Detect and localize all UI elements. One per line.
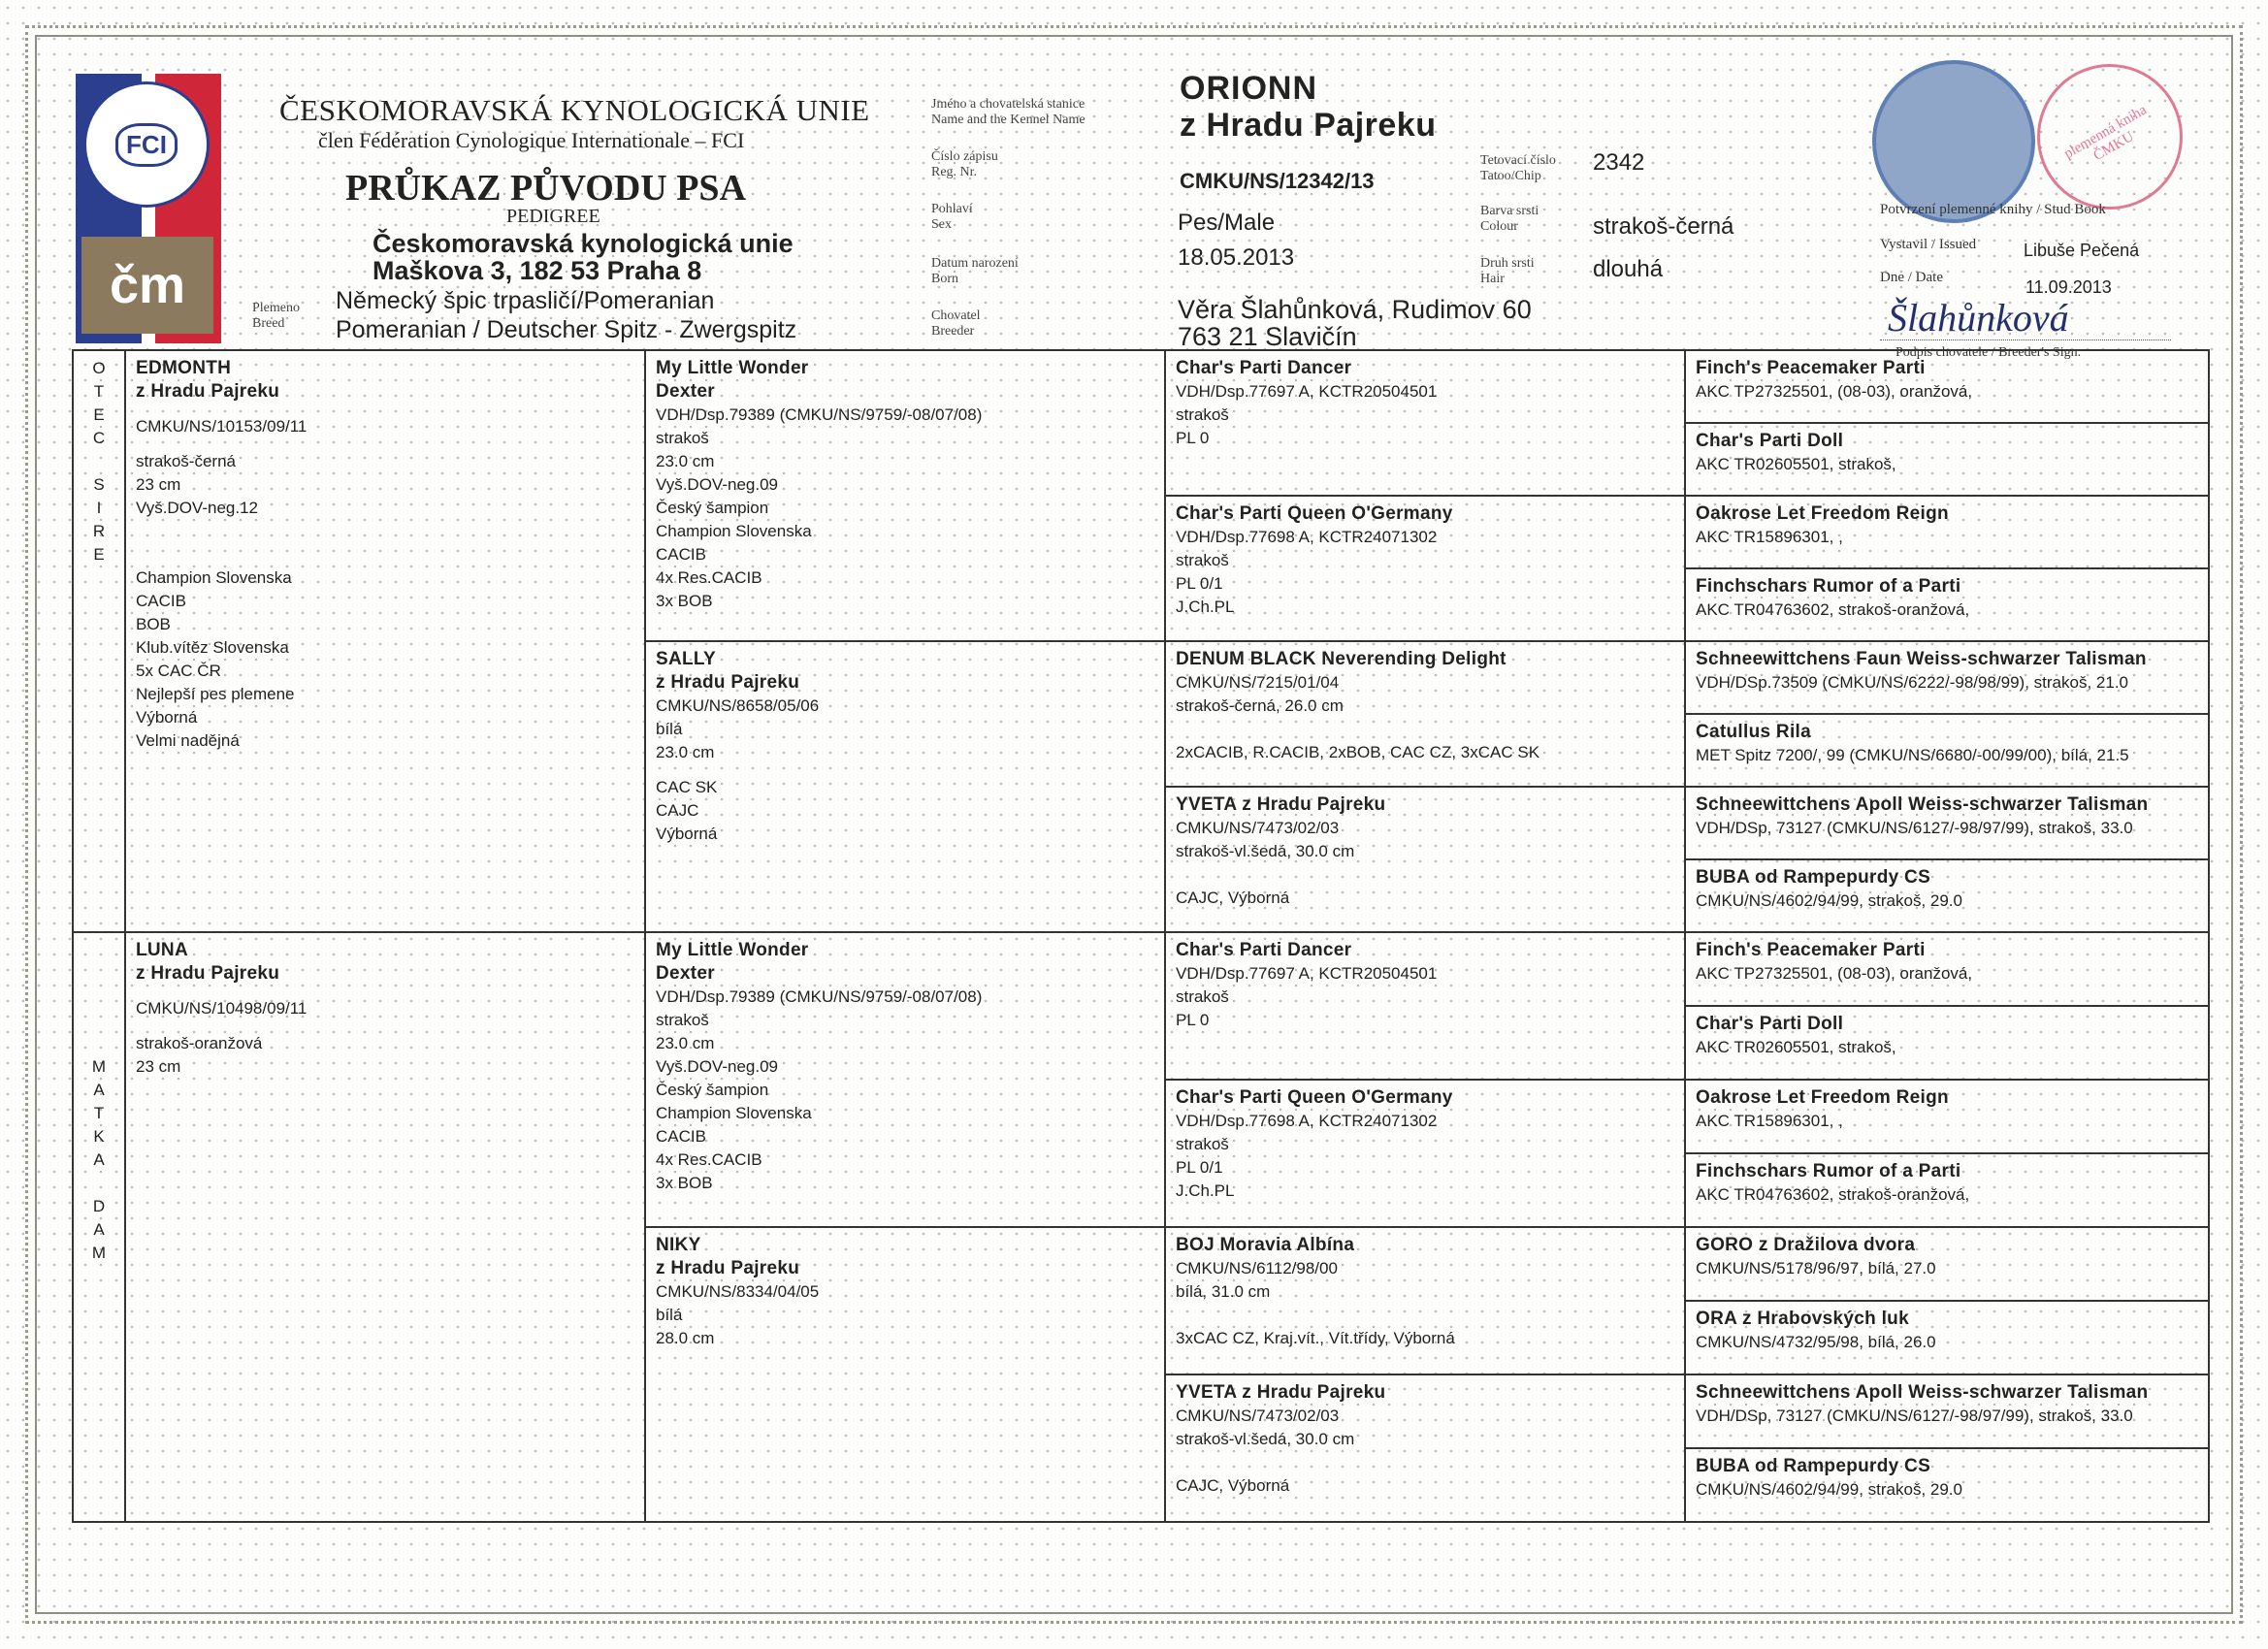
reg-number: CMKU/NS/12342/13 <box>1180 169 1375 193</box>
gen2-sire-dam: SALLY z Hradu Pajreku CMKU/NS/8658/05/06 bílá 23.0 cm CAC SK CAJC Výborná <box>645 641 1165 932</box>
breeder-signature: Šlahůnková <box>1888 296 2069 340</box>
gen4-cell-14: Schneewittchens Apoll Weiss-schwarzer Talisman VDH/DSp, 73127 (CMKU/NS/6127/-98/97/99), strakoš, 33.0 <box>1685 1374 2209 1448</box>
colour-value: strakoš-černá <box>1593 213 1734 240</box>
issuer-name: Českomoravská kynologická unie <box>373 229 794 258</box>
reg-label: Číslo zápisu Reg. Nr. <box>931 149 998 179</box>
breed-label: Plemeno Breed <box>252 301 300 331</box>
gen4-cell-6: Schneewittchens Apoll Weiss-schwarzer Talisman VDH/DSp, 73127 (CMKU/NS/6127/-98/97/99), strakoš, 33.0 <box>1685 787 2209 859</box>
document-title: PRŮKAZ PŮVODU PSA <box>345 168 747 209</box>
breed-line-1: Německý špic trpasličí/Pomeranian <box>336 287 715 314</box>
dam-cell: LUNA z Hradu Pajreku CMKU/NS/10498/09/11 strakoš-oranžová 23 cm <box>125 932 645 1522</box>
gen3-cell-5: Char's Parti Queen O'Germany VDH/Dsp.77698 A, KCTR24071302 strakoš PL 0/1 J.Ch.PL <box>1165 1080 1685 1227</box>
gen4-cell-4: Schneewittchens Faun Weiss-schwarzer Talisman VDH/DSp.73509 (CMKU/NS/6222/-98/98/99), strakoš, 21.0 <box>1685 641 2209 714</box>
breeder-line-1: Věra Šlahůnková, Rudimov 60 <box>1178 295 1532 324</box>
org-member: člen Fédération Cynologique Internationale – FCI <box>318 128 745 152</box>
gen3-cell-7: YVETA z Hradu Pajreku CMKU/NS/7473/02/03 strakoš-vl.šedá, 30.0 cm CAJC, Výborná <box>1165 1374 1685 1522</box>
gen3-cell-1: Char's Parti Queen O'Germany VDH/Dsp.77698 A, KCTR24071302 strakoš PL 0/1 J.Ch.PL <box>1165 496 1685 641</box>
gen3-cell-0: Char's Parti Dancer VDH/Dsp.77697 A, KCTR20504501 strakoš PL 0 <box>1165 350 1685 496</box>
gen4-cell-12: GORO z Dražilova dvora CMKU/NS/5178/96/97, bílá, 27.0 <box>1685 1227 2209 1301</box>
date-label: Dne / Date <box>1880 270 1943 285</box>
sex-label: Pohlaví Sex <box>931 202 973 232</box>
breed-line-2: Pomeranian / Deutscher Spitz - Zwergspitz <box>336 316 797 343</box>
gen3-cell-6: BOJ Moravia Albína CMKU/NS/6112/98/00 bílá, 31.0 cm 3xCAC CZ, Kraj.vít., Vít.třídy, Výborná <box>1165 1227 1685 1374</box>
hair-value: dlouhá <box>1593 256 1664 282</box>
cmku-logo-icon <box>81 237 213 334</box>
breeder-line-2: 763 21 Slavičín <box>1178 322 1357 351</box>
gen4-cell-2: Oakrose Let Freedom Reign AKC TR15896301, , <box>1685 496 2209 568</box>
fci-cmku-logo <box>76 74 221 343</box>
gen2-dam-dam: NIKY z Hradu Pajreku CMKU/NS/8334/04/05 bílá 28.0 cm <box>645 1227 1165 1522</box>
issuer-address: Maškova 3, 182 53 Praha 8 <box>373 256 702 285</box>
gen4-cell-13: ORA z Hrabovských luk CMKU/NS/4732/95/98, bílá, 26.0 <box>1685 1301 2209 1374</box>
gen3-cell-2: DENUM BLACK Neverending Delight CMKU/NS/7215/01/04 strakoš-černá, 26.0 cm 2xCACIB, R.CACIB, 2xBOB, CAC CZ, 3xCAC SK <box>1165 641 1685 787</box>
gen4-cell-3: Finchschars Rumor of a Parti AKC TR04763602, strakoš-oranžová, <box>1685 568 2209 641</box>
issued-by: Libuše Pečená <box>2024 241 2140 260</box>
tattoo-value: 2342 <box>1593 149 1645 176</box>
studbook-stamp-text: plemenná kniha ČMKU <box>2061 102 2150 165</box>
sire-cell: EDMONTH z Hradu Pajreku CMKU/NS/10153/09/11 strakoš-černá 23 cm Vyš.DOV-neg.12 Champion Slovenska CACIB BOB Klub.vítěz Slovenska 5x CAC ČR Nejlepší pes plemene Výborná Velmi nadějná <box>125 350 645 932</box>
gen4-cell-1: Char's Parti Doll AKC TR02605501, strakoš, <box>1685 423 2209 496</box>
dog-name: ORIONN <box>1180 70 1317 107</box>
colour-label: Barva srsti Colour <box>1480 204 1539 234</box>
gen2-sire-sire: My Little Wonder Dexter VDH/Dsp.79389 (CMKU/NS/9759/-08/07/08) strakoš 23.0 cm Vyš.DOV-neg.09 Český šampion Champion Slovenska CACIB 4x Res.CACIB 3x BOB <box>645 350 1165 641</box>
issued-label: Vystavil / Issued <box>1880 237 1977 252</box>
cmku-logo-text: čm <box>109 256 186 314</box>
gen4-cell-7: BUBA od Rampepurdy CS CMKU/NS/4602/94/99, strakoš, 29.0 <box>1685 859 2209 932</box>
gen4-cell-8: Finch's Peacemaker Parti AKC TP27325501, (08-03), oranžová, <box>1685 932 2209 1006</box>
gen4-cell-0: Finch's Peacemaker Parti AKC TP27325501, (08-03), oranžová, <box>1685 350 2209 423</box>
fci-emblem-icon <box>83 81 210 208</box>
studbook-confirm-label: Potvrzení plemenné knihy / Stud Book <box>1880 202 2106 217</box>
breeder-label: Chovatel Breeder <box>931 308 981 339</box>
sire-side-label: O T E C S I R E <box>73 350 125 932</box>
gen3-cell-3: YVETA z Hradu Pajreku CMKU/NS/7473/02/03 strakoš-vl.šedá, 30.0 cm CAJC, Výborná <box>1165 787 1685 932</box>
dam-side-label: M A T K A D A M <box>73 932 125 1522</box>
studbook-stamp-icon <box>2037 64 2183 210</box>
dog-kennel: z Hradu Pajreku <box>1180 107 1437 144</box>
pedigree-table <box>72 349 2210 1523</box>
born-label: Datum narození Born <box>931 256 1019 286</box>
hologram-seal-icon <box>1872 60 2035 223</box>
issue-date: 11.09.2013 <box>2025 277 2112 297</box>
signature-label: Podpis chovatele / Breeder's Sign. <box>1895 345 2082 360</box>
fci-emblem-text: FCI <box>115 123 178 167</box>
born-value: 18.05.2013 <box>1178 244 1295 271</box>
org-name: ČESKOMORAVSKÁ KYNOLOGICKÁ UNIE <box>279 93 870 127</box>
gen4-cell-11: Finchschars Rumor of a Parti AKC TR04763602, strakoš-oranžová, <box>1685 1153 2209 1227</box>
gen4-cell-10: Oakrose Let Freedom Reign AKC TR15896301, , <box>1685 1080 2209 1153</box>
gen4-cell-9: Char's Parti Doll AKC TR02605501, strakoš, <box>1685 1006 2209 1080</box>
hair-label: Druh srsti Hair <box>1480 256 1535 286</box>
tattoo-label: Tetovací číslo Tatoo/Chip <box>1480 153 1556 183</box>
sex-value: Pes/Male <box>1178 210 1276 236</box>
name-label: Jméno a chovatelská stanice Name and the Kennel Name <box>931 97 1085 127</box>
gen4-cell-15: BUBA od Rampepurdy CS CMKU/NS/4602/94/99, strakoš, 29.0 <box>1685 1448 2209 1522</box>
gen2-dam-sire: My Little Wonder Dexter VDH/Dsp.79389 (CMKU/NS/9759/-08/07/08) strakoš 23.0 cm Vyš.DOV-neg.09 Český šampion Champion Slovenska CACIB 4x Res.CACIB 3x BOB <box>645 932 1165 1227</box>
gen3-cell-4: Char's Parti Dancer VDH/Dsp.77697 A, KCTR20504501 strakoš PL 0 <box>1165 932 1685 1080</box>
document-subtitle: PEDIGREE <box>506 206 600 227</box>
gen4-cell-5: Catullus Rila MET Spitz 7200/, 99 (CMKU/NS/6680/-00/99/00), bílá, 21.5 <box>1685 714 2209 787</box>
